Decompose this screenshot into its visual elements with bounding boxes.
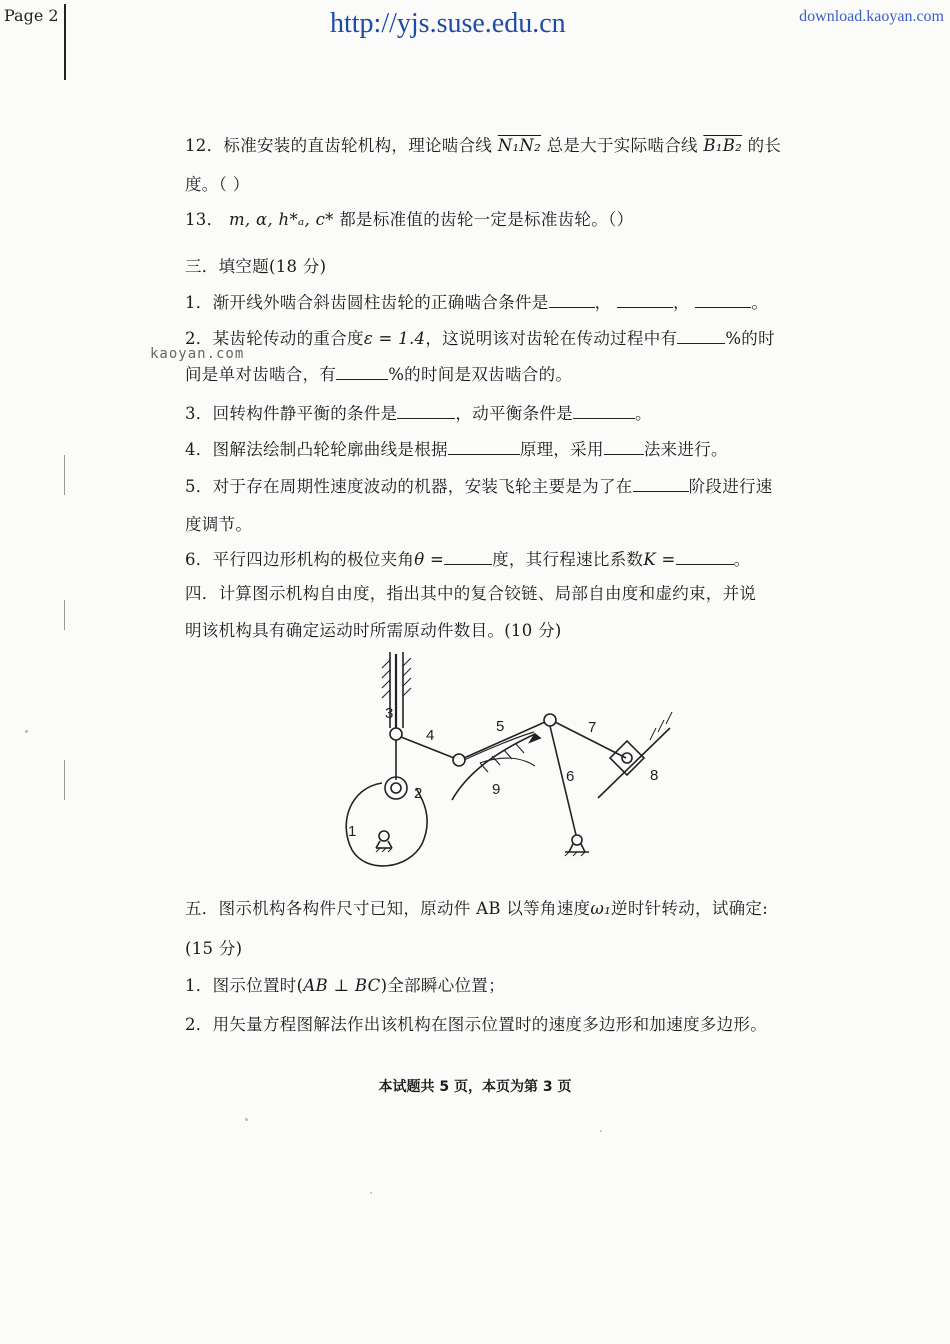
- answer-blank[interactable]: [676, 550, 734, 565]
- answer-blank[interactable]: [695, 293, 751, 308]
- gear-parameters: m, α, h*ₐ, c*: [228, 210, 334, 229]
- label-5: 5: [496, 718, 505, 735]
- question-13: 13． m, α, h*ₐ, c* 都是标准值的齿轮一定是标准齿轮。（）: [185, 210, 634, 229]
- left-margin-rule: [64, 4, 66, 80]
- scan-speck: [25, 730, 28, 733]
- cam-pivot: [379, 831, 389, 841]
- answer-blank[interactable]: [336, 365, 388, 380]
- joint-5-6-7: [544, 714, 556, 726]
- fill-question-1: 1．渐开线外啮合斜齿圆柱齿轮的正确啮合条件是 ， ， 。: [185, 293, 769, 312]
- scan-margin-mark: [64, 600, 65, 630]
- scan-margin-mark: [64, 455, 65, 495]
- label-1: 1: [348, 823, 357, 840]
- question-12-line1: 12．标准安装的直齿轮机构，理论啮合线 N₁N₂ 总是大于实际啮合线 B₁B₂ 的长: [185, 136, 782, 155]
- answer-blank[interactable]: [448, 440, 520, 455]
- joint-6-ground: [572, 835, 582, 845]
- label-4: 4: [426, 727, 435, 744]
- answer-blank[interactable]: [573, 404, 635, 419]
- section-4-line1: 四．计算图示机构自由度，指出其中的复合铰链、局部自由度和虚约束，并说: [185, 584, 757, 603]
- question-12-line2: 度。（ ）: [185, 175, 250, 194]
- section-3-title: 三．填空题(18 分): [185, 257, 327, 276]
- header-url[interactable]: http://yjs.suse.edu.cn: [330, 8, 566, 39]
- section-5-line2: (15 分): [185, 939, 243, 958]
- line-n1n2: N₁N₂: [497, 136, 542, 155]
- answer-blank[interactable]: [617, 293, 673, 308]
- label-7: 7: [588, 719, 597, 736]
- line-b1b2: B₁B₂: [703, 136, 743, 155]
- joint-7-8: [622, 753, 632, 763]
- answer-blank[interactable]: [549, 293, 595, 308]
- scan-speck: [600, 1130, 602, 1132]
- omega-symbol: ω₁: [590, 899, 612, 918]
- label-2: 2: [414, 785, 423, 802]
- scan-margin-mark: [64, 760, 65, 800]
- answer-blank[interactable]: [444, 550, 492, 565]
- scan-speck: [370, 1192, 372, 1194]
- label-3: 3: [385, 705, 394, 722]
- answer-blank[interactable]: [633, 477, 689, 492]
- roller-2: [385, 777, 407, 799]
- label-6: 6: [566, 768, 575, 785]
- label-9: 9: [492, 781, 501, 798]
- section-4-line2: 明该机构具有确定运动时所需原动件数目。(10 分): [185, 621, 562, 640]
- label-8: 8: [650, 767, 659, 784]
- roller-2-pin: [391, 783, 401, 793]
- fill-question-5-line1: 5．对于存在周期性速度波动的机器，安装飞轮主要是为了在 阶段进行速: [185, 477, 773, 496]
- joint-4-5: [453, 754, 465, 766]
- joint-3-4: [390, 728, 402, 740]
- answer-blank[interactable]: [604, 440, 644, 455]
- slider-8-guide: [598, 728, 670, 798]
- fill-question-2-line1: 2．某齿轮传动的重合度ε = 1.4，这说明该对齿轮在传动过程中有 %的时: [185, 329, 775, 348]
- watermark-mid: kaoyan.com: [150, 346, 245, 362]
- scan-speck: [245, 1118, 248, 1121]
- answer-blank[interactable]: [677, 329, 725, 344]
- section-5-item2: 2．用矢量方程图解法作出该机构在图示位置时的速度多边形和加速度多边形。: [185, 1015, 767, 1034]
- page-footer: 本试题共 5 页，本页为第 3 页: [378, 1079, 572, 1095]
- mechanism-diagram: [330, 648, 710, 870]
- watermark-right: download.kaoyan.com: [799, 8, 944, 25]
- page-label: Page 2: [4, 6, 59, 25]
- fill-question-2-line2: 间是单对齿啮合，有 %的时间是双齿啮合的。: [185, 365, 573, 384]
- fill-question-4: 4．图解法绘制凸轮轮廓曲线是根据 原理，采用 法来进行。: [185, 440, 728, 459]
- fill-question-3: 3．回转构件静平衡的条件是 ，动平衡条件是 。: [185, 404, 652, 423]
- fill-question-5-line2: 度调节。: [185, 515, 253, 534]
- section-5-item1: 1．图示位置时(AB ⊥ BC)全部瞬心位置；: [185, 976, 505, 995]
- fill-question-6: 6．平行四边形机构的极位夹角θ = 度，其行程速比系数K = 。: [185, 550, 751, 569]
- section-5-line1: 五．图示机构各构件尺寸已知，原动件 AB 以等角速度ω₁逆时针转动，试确定:: [185, 899, 769, 918]
- answer-blank[interactable]: [397, 404, 455, 419]
